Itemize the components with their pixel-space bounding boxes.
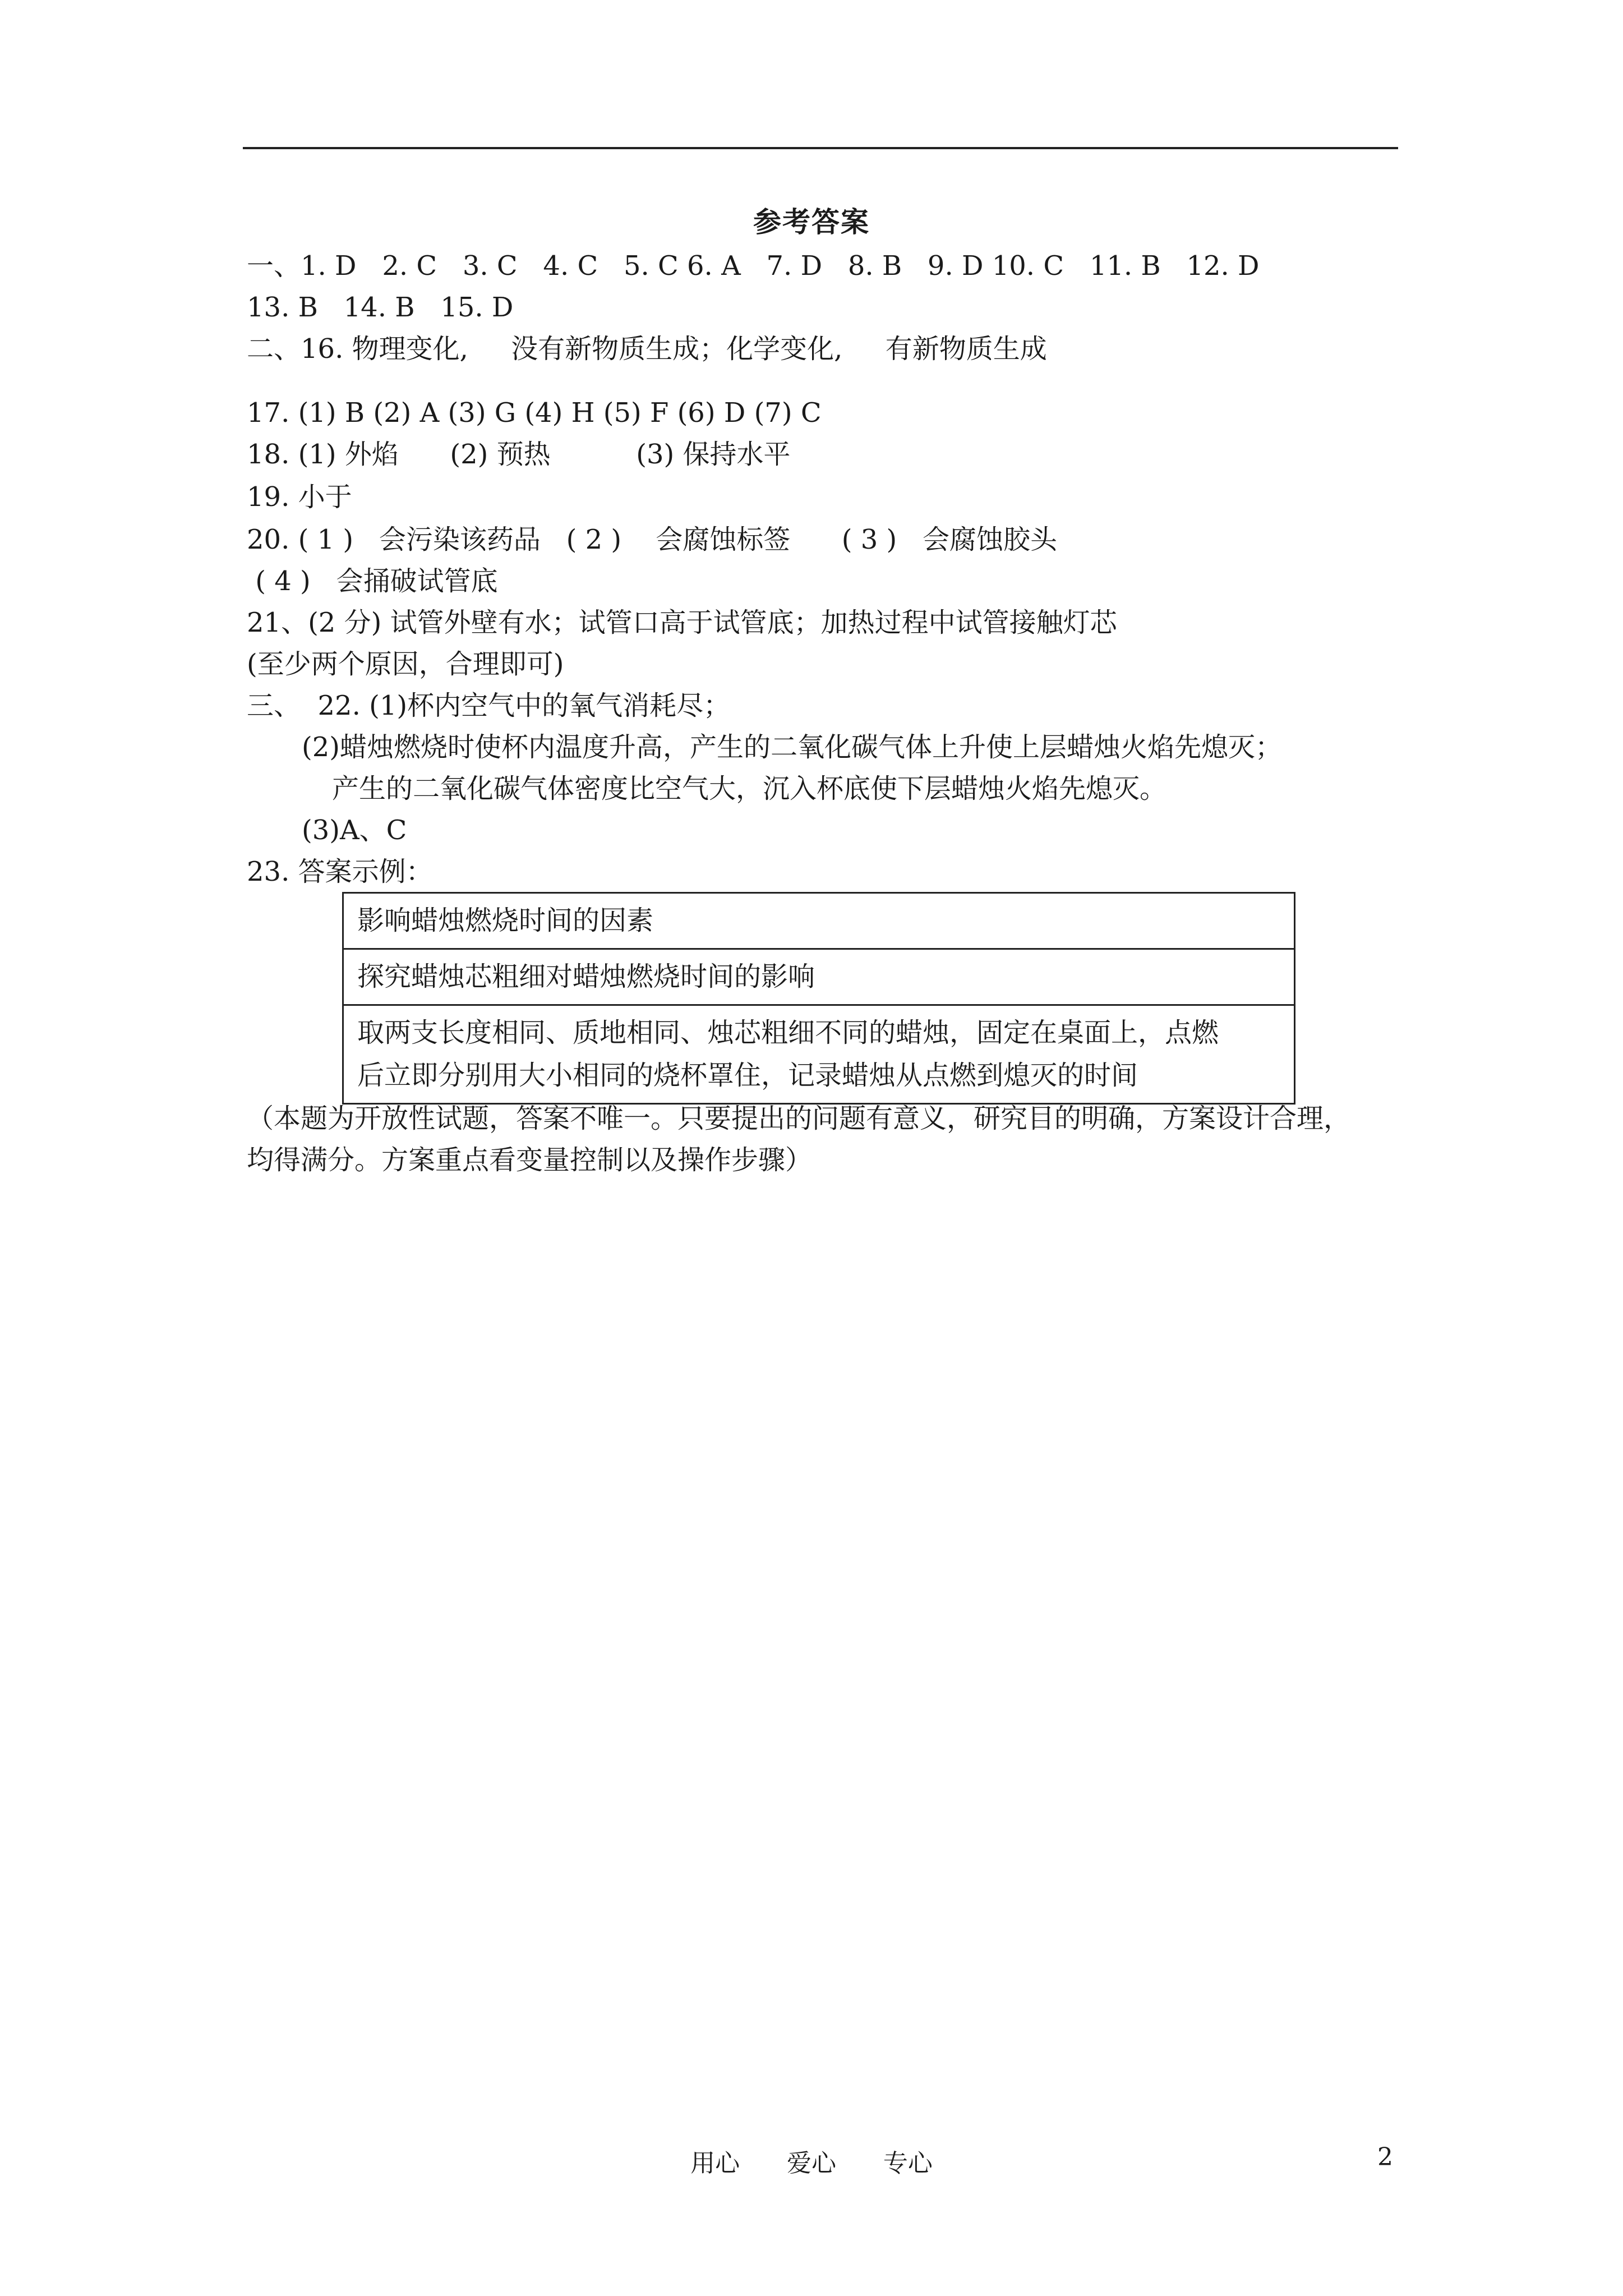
answer-21: 21、(2 分) 试管外壁有水；试管口高于试管底；加热过程中试管接触灯芯 <box>247 607 1117 638</box>
answer-17: 17. (1) B (2) A (3) G (4) H (5) F (6) D (7) C <box>247 397 822 429</box>
answer-20-line2: ( 4 ) 会捅破试管底 <box>247 565 498 597</box>
table-cell-method-line2: 后立即分别用大小相同的烧杯罩住，记录蜡烛从点燃到熄灭的时间 <box>357 1060 1138 1092</box>
answer-22-part2-line1: (2)蜡烛燃烧时使杯内温度升高，产生的二氧化碳气体上升使上层蜡烛火焰先熄灭； <box>302 731 1282 763</box>
table-cell-method-line1: 取两支长度相同、质地相同、烛芯粗细不同的蜡烛，固定在桌面上，点燃 <box>357 1016 1219 1048</box>
table-cell-question: 影响蜡烛燃烧时间的因素 <box>343 893 1295 949</box>
answers-part1-line1: 一、1. D 2. C 3. C 4. C 5. C 6. A 7. D 8. B 9. D 10. C 11. B 12. D <box>247 250 1260 282</box>
answer-23-heading: 23. 答案示例： <box>247 856 433 887</box>
table-cell-method <box>343 1005 1295 1104</box>
answer-23-note-line2: 均得满分。方案重点看变量控制以及操作步骤） <box>247 1144 813 1176</box>
answer-19: 19. 小于 <box>247 481 352 513</box>
footer-slogan: 用心 爱心 专心 <box>690 2149 933 2178</box>
table-cell-purpose: 探究蜡烛芯粗细对蜡烛燃烧时间的影响 <box>343 949 1295 1005</box>
answer-23-note-line1: （本题为开放性试题，答案不唯一。只要提出的问题有意义，研究目的明确，方案设计合理， <box>247 1103 1351 1134</box>
answer-22-part1: 三、 22. (1)杯内空气中的氧气消耗尽； <box>247 690 731 721</box>
answer-16: 二、16. 物理变化, 没有新物质生成；化学变化, 有新物质生成 <box>247 333 1047 365</box>
header-rule <box>243 147 1398 149</box>
answer-21-note: (至少两个原因，合理即可) <box>247 648 564 680</box>
page-title: 参考答案 <box>753 205 870 238</box>
answer-22-part3: (3)A、C <box>302 815 407 846</box>
page-number: 2 <box>1377 2143 1393 2171</box>
table-row <box>343 949 1295 1005</box>
table-row <box>343 893 1295 949</box>
table-row <box>343 1005 1295 1104</box>
answer-22-part2-line2: 产生的二氧化碳气体密度比空气大，沉入杯底使下层蜡烛火焰先熄灭。 <box>332 773 1167 804</box>
answer-23-table <box>342 892 1295 1105</box>
answer-18: 18. (1) 外焰 (2) 预热 (3) 保持水平 <box>247 439 791 470</box>
answer-20-line1: 20. ( 1 ) 会污染该药品 ( 2 ) 会腐蚀标签 ( 3 ) 会腐蚀胶头 <box>247 524 1058 555</box>
answers-part1-line2: 13. B 14. B 15. D <box>247 292 514 323</box>
